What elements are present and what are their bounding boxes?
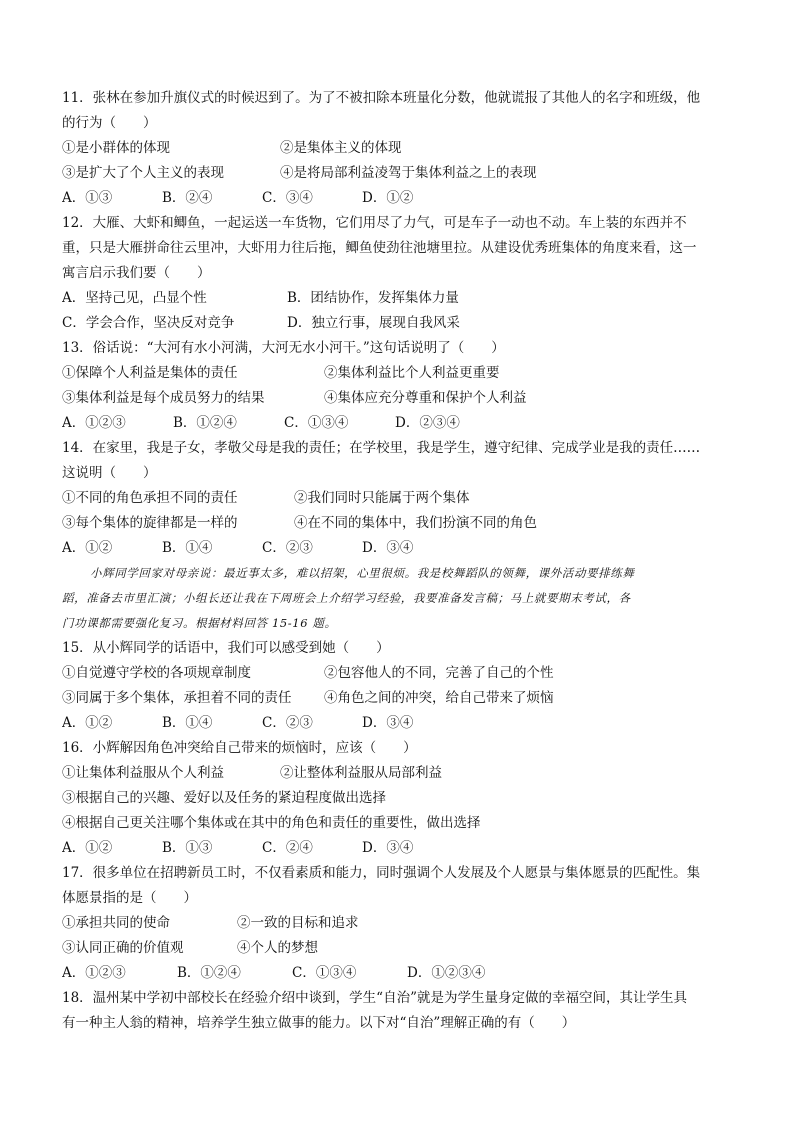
question-11 — [62, 86, 732, 211]
question-13 — [62, 336, 732, 436]
statement-3: ③集体利益是每个成员努力的结果 — [62, 390, 265, 406]
statement-2: ②集体利益比个人利益更重要 — [324, 365, 500, 381]
question-15-stem: 15．从小辉同学的话语中，我们可以感受到她（ ） — [62, 640, 390, 656]
choice-b[interactable]: B．②④ — [162, 190, 213, 206]
material-line: 小辉同学回家对母亲说：最近事太多，难以招架，心里很烦。我是校舞蹈队的领舞，课外活动要排练舞 — [90, 566, 635, 580]
choice-d[interactable]: D．②③④ — [395, 415, 460, 431]
question-13-statements-row1 — [62, 361, 732, 386]
question-14-stem-cont: 这说明（ ） — [62, 465, 157, 481]
question-11-statements-row1 — [62, 136, 732, 161]
statement-3: ③每个集体的旋律都是一样的 — [62, 515, 238, 531]
choice-b[interactable]: B．①②④ — [177, 965, 241, 981]
question-12-stem-cont: 重，只是大雁拼命往云里冲，大虾用力往后拖，鲫鱼使劲往池塘里拉。从建设优秀班集体的角度来看，这一 — [62, 240, 697, 256]
statement-1: ①承担共同的使命 — [62, 915, 170, 931]
statement-1: ①是小群体的体现 — [62, 140, 170, 156]
choice-d[interactable]: D．③④ — [362, 715, 414, 731]
statement-3: ③认同正确的价值观 — [62, 940, 184, 956]
material-line: 门功课都需要强化复习。根据材料回答 15-16 题。 — [62, 616, 337, 630]
choice-a[interactable]: A．①② — [62, 840, 113, 856]
statement-3: ③根据自己的兴趣、爱好以及任务的紧迫程度做出选择 — [62, 790, 386, 806]
statement-1: ①保障个人利益是集体的责任 — [62, 365, 238, 381]
question-16-statements-row1 — [62, 761, 732, 786]
statement-4: ④集体应充分尊重和保护个人利益 — [324, 390, 527, 406]
question-15 — [62, 636, 732, 736]
question-18-stem: 18．温州某中学初中部校长在经验介绍中谈到，学生“自治”就是为学生量身定做的幸福空间，其让学生具 — [62, 990, 687, 1006]
question-14-choices — [62, 536, 732, 561]
question-18 — [62, 986, 732, 1036]
question-17 — [62, 861, 732, 986]
statement-2: ②是集体主义的体现 — [280, 140, 402, 156]
question-17-stem: 17．很多单位在招聘新员工时，不仅看素质和能力，同时强调个人发展及个人愿景与集体愿景的匹配性。集 — [62, 865, 701, 881]
question-14-stem: 14．在家里，我是子女，孝敬父母是我的责任；在学校里，我是学生，遵守纪律、完成学业是我的责任…… — [62, 440, 701, 456]
statement-4: ④是将局部利益凌驾于集体利益之上的表现 — [280, 165, 537, 181]
statement-4: ④个人的梦想 — [237, 940, 318, 956]
question-16-choices — [62, 836, 732, 861]
choice-d[interactable]: D．③④ — [362, 840, 414, 856]
statement-2: ②我们同时只能属于两个集体 — [294, 490, 470, 506]
choice-d[interactable]: D．①②③④ — [407, 965, 486, 981]
question-11-choices — [62, 186, 732, 211]
choice-b[interactable]: B．①④ — [162, 540, 213, 556]
statement-2: ②包容他人的不同，完善了自己的个性 — [324, 665, 554, 681]
choice-a[interactable]: A．①② — [62, 540, 113, 556]
statement-4: ④角色之间的冲突，给自己带来了烦恼 — [324, 690, 554, 706]
choice-d[interactable]: D．③④ — [362, 540, 414, 556]
choice-b[interactable]: B．团结协作，发挥集体力量 — [287, 290, 459, 306]
reading-material — [62, 561, 732, 636]
question-11-statements-row2 — [62, 161, 732, 186]
choice-c[interactable]: C．②③ — [262, 715, 313, 731]
question-15-statements-row1 — [62, 661, 732, 686]
choice-c[interactable]: C．②④ — [262, 840, 313, 856]
question-15-choices — [62, 711, 732, 736]
question-17-statements-row2 — [62, 936, 732, 961]
choice-d[interactable]: D．独立行事，展现自我风采 — [287, 315, 460, 331]
question-15-statements-row2 — [62, 686, 732, 711]
statement-4: ④在不同的集体中，我们扮演不同的角色 — [294, 515, 537, 531]
question-14-statements-row2 — [62, 511, 732, 536]
statement-1: ①让集体利益服从个人利益 — [62, 765, 224, 781]
question-16-stem: 16．小辉解因角色冲突给自己带来的烦恼时，应该（ ） — [62, 740, 417, 756]
question-17-stem-cont: 体愿景指的是（ ） — [62, 890, 197, 906]
choice-a[interactable]: A．①② — [62, 715, 113, 731]
choice-c[interactable]: C．①③④ — [292, 965, 357, 981]
choice-b[interactable]: B．①④ — [162, 715, 213, 731]
question-13-choices — [62, 411, 732, 436]
question-13-statements-row2 — [62, 386, 732, 411]
statement-3: ③是扩大了个人主义的表现 — [62, 165, 224, 181]
question-11-stem: 11．张林在参加升旗仪式的时候迟到了。为了不被扣除本班量化分数，他就谎报了其他人的名字和班级，他 — [62, 90, 701, 106]
choice-a[interactable]: A．①②③ — [62, 965, 126, 981]
choice-b[interactable]: B．①③ — [162, 840, 213, 856]
choice-c[interactable]: C．①③④ — [284, 415, 349, 431]
question-12-stem-cont2: 寓言启示我们要（ ） — [62, 265, 211, 281]
question-14 — [62, 436, 732, 561]
choice-c[interactable]: C．学会合作，坚决反对竞争 — [62, 315, 235, 331]
question-12-stem: 12．大雁、大虾和鲫鱼，一起运送一车货物，它们用尽了力气，可是车子一动也不动。车上装的东西并不 — [62, 215, 687, 231]
statement-2: ②一致的目标和追求 — [237, 915, 359, 931]
exam-page — [62, 86, 732, 1036]
material-line: 蹈，准备去市里汇演；小组长还让我在下周班会上介绍学习经验，我要准备发言稿；马上就要期末考试，各 — [62, 591, 631, 605]
statement-1: ①自觉遵守学校的各项规章制度 — [62, 665, 251, 681]
question-18-stem-cont: 有一种主人翁的精神，培养学生独立做事的能力。以下对“自治”理解正确的有（ ） — [62, 1015, 576, 1031]
choice-c[interactable]: C．③④ — [262, 190, 313, 206]
choice-a[interactable]: A．①③ — [62, 190, 113, 206]
statement-2: ②让整体利益服从局部利益 — [280, 765, 442, 781]
question-16 — [62, 736, 732, 861]
statement-3: ③同属于多个集体，承担着不同的责任 — [62, 690, 292, 706]
choice-a[interactable]: A．①②③ — [62, 415, 126, 431]
statement-1: ①不同的角色承担不同的责任 — [62, 490, 238, 506]
statement-4: ④根据自己更关注哪个集体或在其中的角色和责任的重要性，做出选择 — [62, 815, 481, 831]
question-17-choices — [62, 961, 732, 986]
choice-a[interactable]: A．坚持己见，凸显个性 — [62, 290, 207, 306]
choice-b[interactable]: B．①②④ — [173, 415, 237, 431]
question-13-stem: 13．俗话说：“大河有水小河满，大河无水小河干。”这句话说明了（ ） — [62, 340, 505, 356]
question-17-statements-row1 — [62, 911, 732, 936]
choice-c[interactable]: C．②③ — [262, 540, 313, 556]
question-12 — [62, 211, 732, 336]
choice-d[interactable]: D．①② — [362, 190, 414, 206]
question-12-choices-row1 — [62, 286, 732, 311]
question-11-stem-cont: 的行为（ ） — [62, 115, 157, 131]
question-12-choices-row2 — [62, 311, 732, 336]
question-14-statements-row1 — [62, 486, 732, 511]
